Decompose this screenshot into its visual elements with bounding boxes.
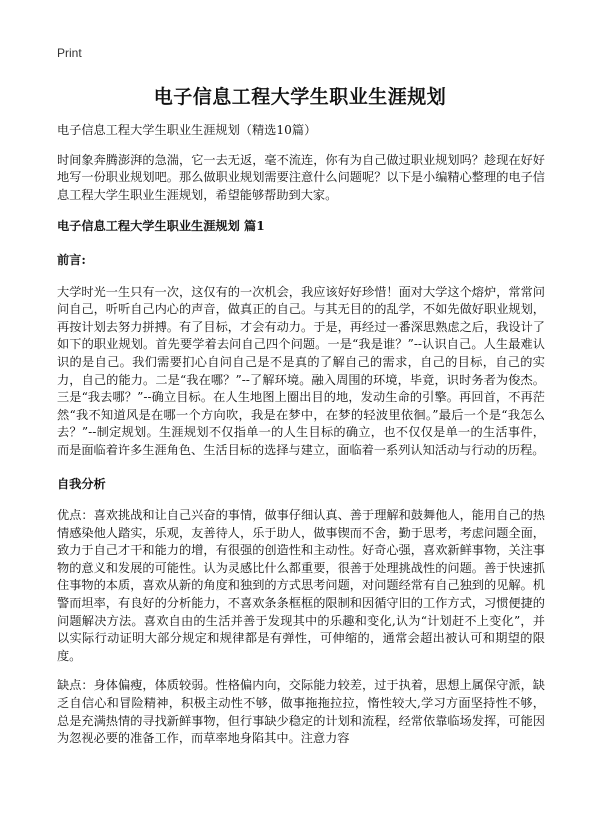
self-analysis-heading: 自我分析	[57, 476, 106, 491]
strengths-paragraph: 优点：喜欢挑战和让自己兴奋的事情，做事仔细认真、善于理解和鼓舞他人，能用自己的热情感染他人踏实，乐观，友善待人，乐于助人，做事锲而不舍，勤于思考，考虑问题全面，致力于自己才干和能力的增，有很强的创造性和主动性。好奇心强，喜欢新鲜事物，关注事物的意义和发展的可能性。认为灵感比什么都重要，很善于处理挑战性的问题。善于快速抓住事物的本质，喜欢从新的角度和独到的方式思考问题，对问题经常有自己独到的见解。机警而坦率，有良好的分析能力，不喜欢条条框框的限制和因循守旧的工作方式，习惯便捷的问题解决方法。喜欢自由的生活并善于发现其中的乐趣和变化,认为“计划赶不上变化”，并以实际行动证明大部分规定和规律都是有弹性，可伸缩的，通常会超出被认可和期望的限度。	[57, 508, 545, 663]
preface-paragraph: 大学时光一生只有一次，这仅有的一次机会，我应该好好珍惜！面对大学这个熔炉，常常问问自己，听听自己内心的声音，做真正的自己。与其无目的的乱学，不如先做好职业规划，再按计划去努力拼搏。有了目标，才会有动力。于是，再经过一番深思熟虑之后，我设计了如下的职业规划。首先要学着去问自己四个问题。一是“我是谁？”--认识自己。人生最难认识的是自己。我们需要扪心自问自己是不是真的了解自己的需求，自己的目标，自己的实力，自己的能力。二是“我在哪？”--了解环境。融入周围的环境，毕竟，识时务者为俊杰。三是“我去哪？”--确立目标。在人生地图上圈出目的地，发动生命的引擎。再回首，不再茫然“我不知道风是在哪一个方向吹，我是在梦中，在梦的轻波里依徊。”最后一个是“我怎么去？”--制定规划。生涯规划不仅指单一的人生目标的确立，也不仅仅是单一的生活事件，而是面临着许多生涯角色、生活目标的选择与建立，面临着一系列认知活动与行动的历程。	[57, 284, 545, 457]
section-heading: 电子信息工程大学生职业生涯规划 篇1	[57, 219, 265, 234]
print-label[interactable]: Print	[57, 46, 82, 60]
document-body	[57, 122, 545, 760]
intro-paragraph: 时间象奔腾澎湃的急湍，它一去无返，毫不流连，你有为自己做过职业规划吗？趁现在好好地写一份职业规划吧。那么做职业规划需要注意什么问题呢？以下是小编精心整理的电子信息工程大学生职业生涯规划，希望能够帮助到大家。	[57, 152, 545, 202]
weaknesses-paragraph: 缺点：身体偏瘦，体质较弱。性格偏内向，交际能力较差，过于执着，思想上属保守派，缺乏自信心和冒险精神，积极主动性不够，做事拖拖拉拉，惰性较大,学习方面坚持性不够，总是充满热情的寻找新鲜事物，但行事缺少稳定的计划和流程，经常依靠临场发挥，可能因为忽视必要的准备工作，而草率地身陷其中。注意力容	[57, 678, 545, 746]
preface-heading: 前言:	[57, 252, 86, 267]
document-subtitle: 电子信息工程大学生职业生涯规划（精选10篇）	[57, 123, 317, 137]
document-title: 电子信息工程大学生职业生涯规划	[153, 86, 447, 108]
